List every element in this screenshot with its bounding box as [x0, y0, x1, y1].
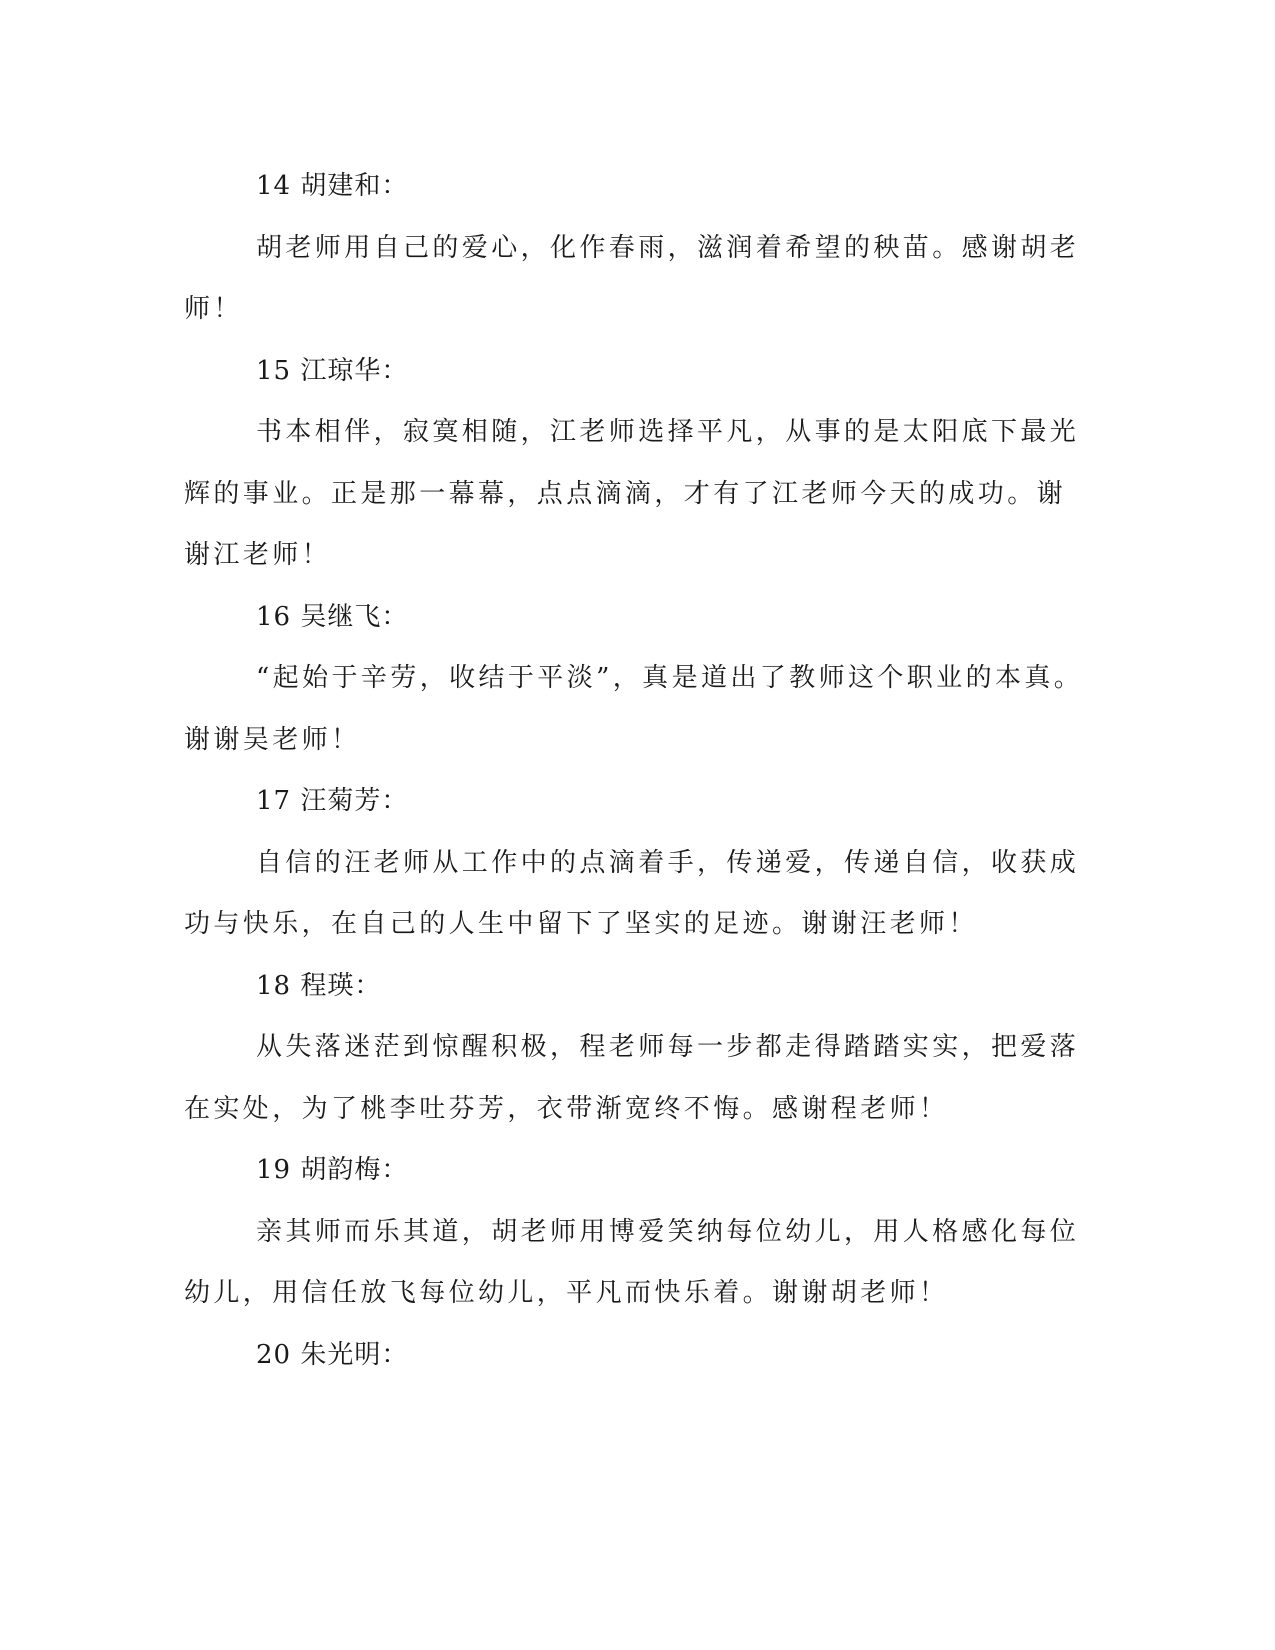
paragraph-line: 从失落迷茫到惊醒积极，程老师每一步都走得踏踏实实，把爱落 — [256, 1032, 1080, 1062]
paragraph-line: 幼儿，用信任放飞每位幼儿，平凡而快乐着。谢谢胡老师！ — [184, 1278, 949, 1308]
entry-heading-18: 18 程瑛： — [256, 970, 382, 1001]
paragraph-line: 功与快乐，在自己的人生中留下了坚实的足迹。谢谢汪老师！ — [184, 909, 978, 939]
paragraph-line: 谢谢吴老师！ — [184, 724, 361, 755]
paragraph-line: 谢江老师！ — [184, 540, 332, 570]
paragraph-line: 师！ — [184, 294, 243, 324]
paragraph-line: 自信的汪老师从工作中的点滴着手，传递爱，传递自信，收获成 — [256, 847, 1080, 878]
entry-heading-19: 19 胡韵梅： — [256, 1155, 409, 1185]
paragraph-line: 胡老师用自己的爱心，化作春雨，滋润着希望的秧苗。感谢胡老 — [256, 232, 1080, 263]
entry-heading-14: 14 胡建和： — [256, 171, 409, 201]
paragraph-line: “起始于辛劳，收结于平淡”，真是道出了教师这个职业的本真。 — [256, 663, 1084, 693]
paragraph-line: 亲其师而乐其道，胡老师用博爱笑纳每位幼儿，用人格感化每位 — [256, 1216, 1080, 1247]
entry-heading-20: 20 朱光明： — [256, 1339, 409, 1370]
entry-heading-16: 16 吴继飞： — [256, 601, 409, 632]
entry-heading-17: 17 汪菊芳： — [256, 786, 409, 816]
paragraph-line: 辉的事业。正是那一幕幕，点点滴滴，才有了江老师今天的成功。谢 — [184, 478, 1067, 509]
entry-heading-15: 15 江琼华： — [256, 355, 409, 386]
paragraph-line: 在实处，为了桃李吐芬芳，衣带渐宽终不悔。感谢程老师！ — [184, 1093, 949, 1124]
paragraph-line: 书本相伴，寂寞相随，江老师选择平凡，从事的是太阳底下最光 — [256, 417, 1080, 447]
document-body — [184, 156, 1084, 1386]
